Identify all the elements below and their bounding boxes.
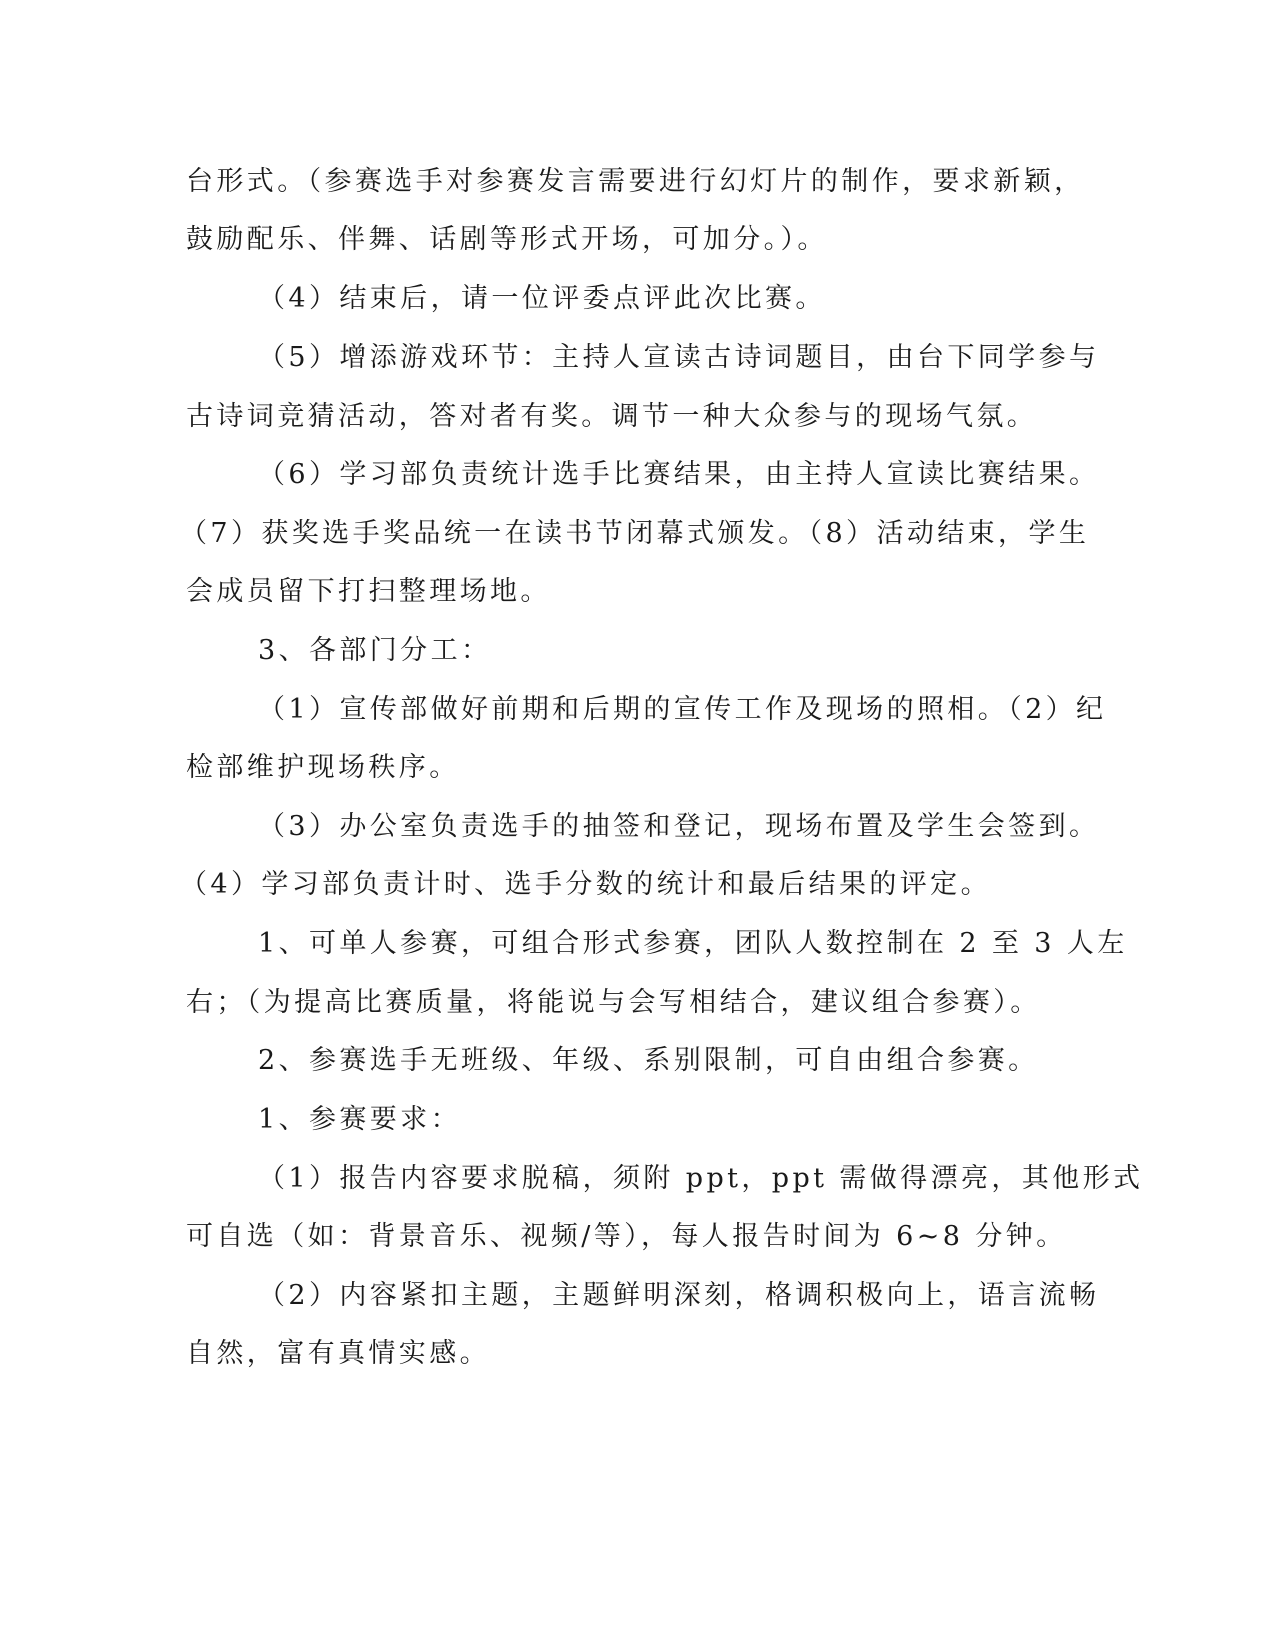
text-line: 2、参赛选手无班级、年级、系别限制，可自由组合参赛。 [258, 1045, 1039, 1076]
text-line: （6）学习部负责统计选手比赛结果，由主持人宣读比赛结果。 [258, 459, 1100, 490]
text-line: 右；（为提高比赛质量，将能说与会写相结合，建议组合参赛）。 [186, 987, 1041, 1018]
text-line: （5）增添游戏环节：主持人宣读古诗词题目，由台下同学参与 [258, 342, 1100, 373]
text-line: 古诗词竞猜活动，答对者有奖。调节一种大众参与的现场气氛。 [186, 401, 1038, 432]
text-line: （1）报告内容要求脱稿，须附 ppt，ppt 需做得漂亮，其他形式 [258, 1163, 1144, 1194]
text-line: （1）宣传部做好前期和后期的宣传工作及现场的照相。（2）纪 [258, 694, 1107, 725]
text-line: 1、可单人参赛，可组合形式参赛，团队人数控制在 2 至 3 人左 [258, 928, 1128, 959]
text-line: （3）办公室负责选手的抽签和登记，现场布置及学生会签到。 [258, 811, 1100, 842]
text-line: 检部维护现场秩序。 [186, 752, 460, 783]
text-line: 鼓励配乐、伴舞、话剧等形式开场，可加分。）。 [186, 224, 828, 255]
text-line: （4）结束后，请一位评委点评此次比赛。 [258, 283, 826, 314]
section-heading: 1、参赛要求： [258, 1104, 461, 1135]
text-line: （2）内容紧扣主题，主题鲜明深刻，格调积极向上，语言流畅 [258, 1280, 1100, 1311]
text-line: 会成员留下打扫整理场地。 [186, 576, 551, 607]
text-line: 台形式。（参赛选手对参赛发言需要进行幻灯片的制作，要求新颖， [186, 166, 1085, 197]
text-line: （4）学习部负责计时、选手分数的统计和最后结果的评定。 [180, 869, 991, 900]
section-heading: 3、各部门分工： [258, 635, 492, 666]
text-line: 可自选（如：背景音乐、视频/等），每人报告时间为 6~8 分钟。 [186, 1221, 1067, 1252]
text-line: 自然，富有真情实感。 [186, 1338, 490, 1369]
text-line: （7）获奖选手奖品统一在读书节闭幕式颁发。（8）活动结束，学生 [180, 518, 1090, 549]
